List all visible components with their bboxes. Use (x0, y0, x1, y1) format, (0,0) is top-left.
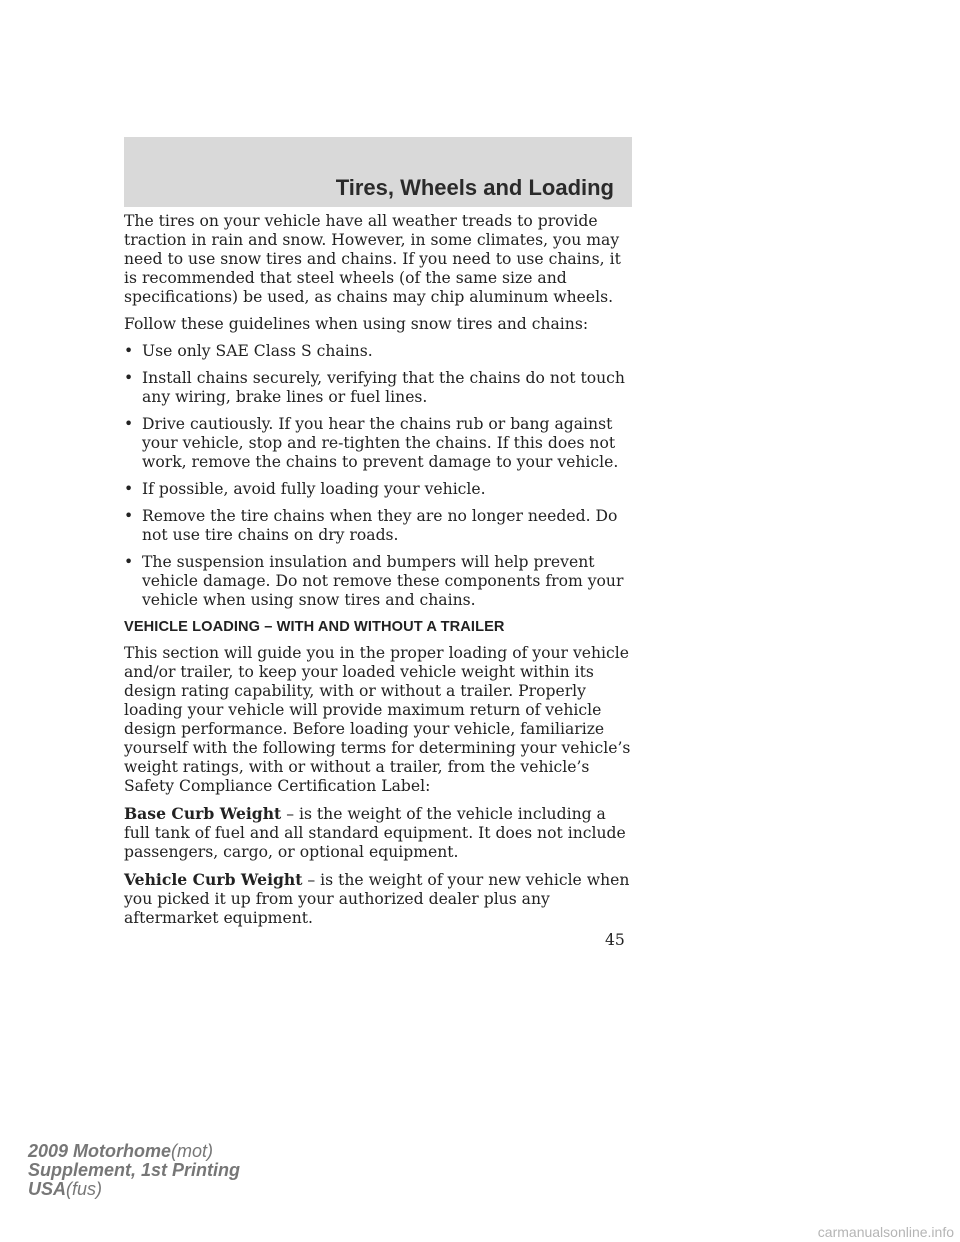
list-item-text: Drive cautiously. If you hear the chains rub or bang against your vehicle, stop and re-tighten the chains. If this does not work, remove the chains to prevent damage to your vehicle. (142, 415, 619, 471)
list-item (124, 480, 636, 499)
list-item (124, 507, 636, 545)
list-item-text: Use only SAE Class S chains. (142, 342, 373, 360)
list-item (124, 369, 636, 407)
list-item (124, 415, 636, 472)
definition-term: Vehicle Curb Weight (124, 870, 303, 889)
bullet-marker: • (124, 369, 134, 387)
list-item-text: Remove the tire chains when they are no longer needed. Do not use tire chains on dry roads. (142, 507, 618, 544)
loading-intro-paragraph: This section will guide you in the proper loading of your vehicle and/or trailer, to keep your loaded vehicle weight within its design rating capability, with or without a trailer. Properly loading your vehicle will provide maximum return of vehicle design performance. Before loading your vehicle, familiarize yourself with the following terms for determining your vehicle’s weight ratings, with or without a trailer, from the vehicle’s Safety Compliance Certification Label: (124, 644, 631, 795)
vehicle-loading-heading: VEHICLE LOADING – WITH AND WITHOUT A TRAILER (124, 619, 505, 635)
bullet-marker: • (124, 553, 134, 571)
page-number: 45 (605, 931, 625, 949)
site-watermark: carmanualsonline.info (817, 1224, 954, 1240)
footer-line-3 (28, 1180, 240, 1199)
list-item-text: If possible, avoid fully loading your vehicle. (142, 480, 486, 498)
print-footer (28, 1142, 240, 1199)
guidelines-lead: Follow these guidelines when using snow tires and chains: (124, 315, 589, 333)
footer-market: USA (28, 1179, 67, 1199)
footer-line-2 (28, 1161, 240, 1180)
definition-term: Base Curb Weight (124, 804, 282, 823)
definition-text: – is the weight of the vehicle including a full tank of fuel and all standard equipment. It does not include passengers, cargo, or optional equipment. (124, 805, 626, 861)
footer-model-code: (mot) (171, 1141, 214, 1161)
page-content (124, 212, 636, 936)
definition-base-curb-weight (124, 804, 636, 862)
list-item (124, 553, 636, 610)
list-item-text: The suspension insulation and bumpers will help prevent vehicle damage. Do not remove these components from your vehicle when using snow tires and chains. (142, 553, 624, 609)
definition-vehicle-curb-weight (124, 870, 636, 928)
section-title: Tires, Wheels and Loading (335, 175, 614, 200)
bullet-marker: • (124, 480, 134, 498)
section-header-band (124, 137, 632, 207)
snow-chain-guidelines-list (124, 342, 636, 610)
bullet-marker: • (124, 415, 134, 433)
footer-model: 2009 Motorhome (28, 1141, 172, 1161)
footer-line-1 (28, 1142, 240, 1161)
intro-paragraph: The tires on your vehicle have all weather treads to provide traction in rain and snow. However, in some climates, you may need to use snow tires and chains. If you need to use chains, it is recommended that steel wheels (of the same size and specifications) be used, as chains may chip aluminum wheels. (124, 212, 621, 306)
list-item (124, 342, 636, 361)
footer-printing: Supplement, 1st Printing (28, 1160, 241, 1180)
bullet-marker: • (124, 342, 134, 360)
list-item-text: Install chains securely, verifying that the chains do not touch any wiring, brake lines or fuel lines. (142, 369, 625, 406)
footer-market-code: (fus) (66, 1179, 103, 1199)
definition-text: – is the weight of your new vehicle when you picked it up from your authorized dealer plus any aftermarket equipment. (124, 871, 630, 927)
bullet-marker: • (124, 507, 134, 525)
